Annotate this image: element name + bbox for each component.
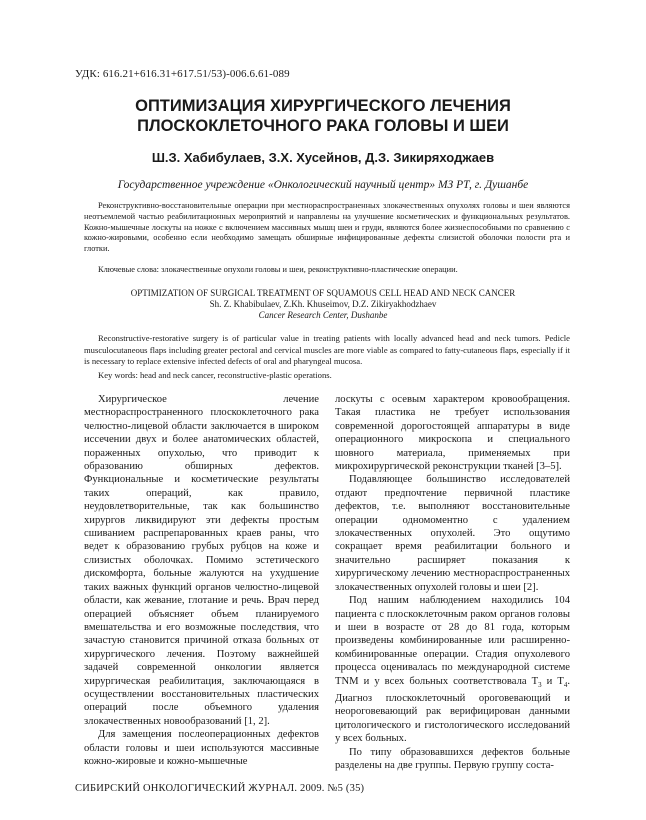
journal-footer: СИБИРСКИЙ ОНКОЛОГИЧЕСКИЙ ЖУРНАЛ. 2009. №5 (35) — [75, 783, 365, 794]
keywords-ru: Ключевые слова: злокачественные опухоли головы и шеи, реконструктивно-пластические операции. — [98, 265, 458, 274]
title-line-1: ОПТИМИЗАЦИЯ ХИРУРГИЧЕСКОГО ЛЕЧЕНИЯ — [135, 97, 511, 115]
english-authors: Sh. Z. Khabibulaev, Z.Kh. Khuseimov, D.Z. Zikiryakhodzhaev — [209, 299, 437, 309]
body-column-right — [335, 393, 570, 772]
text-fragment: Под нашим наблюдением находились 104 пациента с плоскоклеточным раком органов головы и шеи в возрасте от 28 до 81 года, которым произведены комбинированные или расширенно-комбинированные операции. Стадия опухолевого процесса оценивалась по международной системе TNM и у всех больных соответствовала T — [335, 595, 570, 687]
body-column-left — [84, 393, 319, 768]
article-title — [0, 96, 646, 136]
paragraph: Хирургическое лечение местнораспространенного плоскоклеточного рака челюстно-лицевой области заключается в широком иссечении двух и более анатомических областей, пораженных опухолью, что приводит к образованию обширных дефектов. Функциональные и косметические результаты таких операций, как правило, неудовлетворительные, так как большинство хирургов ликвидируют эти дефекты простым сшиванием распрепарованных краев раны, что ведет к образованию грубых рубцов на коже и слизистых оболочках. Помимо эстетического дискомфорта, больные жалуются на ухудшение таких важных функций органов челюстно-лицевой области, как жевание, глотание и речь. Врач перед операцией объясняет объем планируемого вмешательства и его возможные последствия, что зачастую становится причиной отказа больных от хирургического лечения. Поэтому важнейшей задачей современной онкологии является хирургическая реабилитация, заключающаяся в осуществлении восстановительных пластических операций после объемного удаления злокачественных новообразований [1, 2]. — [84, 394, 319, 727]
paragraph — [335, 594, 570, 746]
title-line-2: ПЛОСКОКЛЕТОЧНОГО РАКА ГОЛОВЫ И ШЕИ — [137, 117, 509, 135]
text-fragment: и T — [541, 675, 564, 687]
abstract-ru: Реконструктивно-восстановительные операции при местнораспространенных злокачественных опухолях головы и шеи являются неотъемлемой частью реабилитационных мероприятий и направлены на улучшение косметических и функциональных результатов. Кожно-мышечные лоскуты на ножке с включением массивных мышц шеи и груди, являются более жизнеспособными по сравнению с кожно-жировыми, особенно если необходимо замещать обширные инфицированные дефекты слизистой оболочки полости рта и глотки. — [84, 201, 570, 254]
keywords-en: Key words: head and neck cancer, reconstructive-plastic operations. — [98, 370, 332, 380]
authors: Ш.З. Хабибулаев, З.Х. Хусейнов, Д.З. Зикиряходжаев — [151, 150, 495, 165]
paragraph: Подавляющее большинство исследователей отдают предпочтение первичной пластике дефектов, т.е. выполняют восстановительные операции одномоментно с удалением злокачественных опухолей. Это ощутимо сокращает время реабилитации больного и значительно расширяет показания к хирургическому лечению местнораспространенных злокачественных опухолей головы и шеи [2]. — [335, 474, 570, 593]
institution: Государственное учреждение «Онкологический научный центр» МЗ РТ, г. Душанбе — [117, 179, 529, 191]
english-title: OPTIMIZATION OF SURGICAL TREATMENT OF SQUAMOUS CELL HEAD AND NECK CANCER — [130, 288, 516, 298]
paragraph: По типу образовавшихся дефектов больные разделены на две группы. Первую группу соста- — [335, 746, 570, 772]
subscript: 3 — [538, 680, 542, 689]
subscript: 4 — [563, 680, 568, 689]
english-institution: Cancer Research Center, Dushanbe — [258, 310, 388, 320]
paragraph: Для замещения послеоперационных дефектов области головы и шеи используются массивные кожно-жировые и кожно-мышечные — [84, 729, 319, 767]
text-fragment: . Диагноз плоскоклеточный ороговевающий и неороговевающий рак верифицирован данными цитологического и гистологического исследований у всех больных. — [335, 675, 571, 745]
abstract-en: Reconstructive-restorative surgery is of particular value in treating patients with locally advanced head and neck tumors. Pedicle musculocutaneous flaps including greater pectoral and cervical muscles are more viable as compared to fatty-cutaneous flaps, especially if it is necessary to replace extensive infected defects of oral and pharyngeal mucosa. — [84, 333, 570, 366]
paragraph: лоскуты с осевым характером кровообращения. Такая пластика не требует использования современной дорогостоящей аппаратуры в виде операционного микроскопа и специального шовного материала, применяемых при микрохирургической реконструкции тканей [3–5]. — [335, 394, 570, 473]
udk-code: УДК: 616.21+616.31+617.51/53)-006.6.61-089 — [75, 68, 290, 80]
